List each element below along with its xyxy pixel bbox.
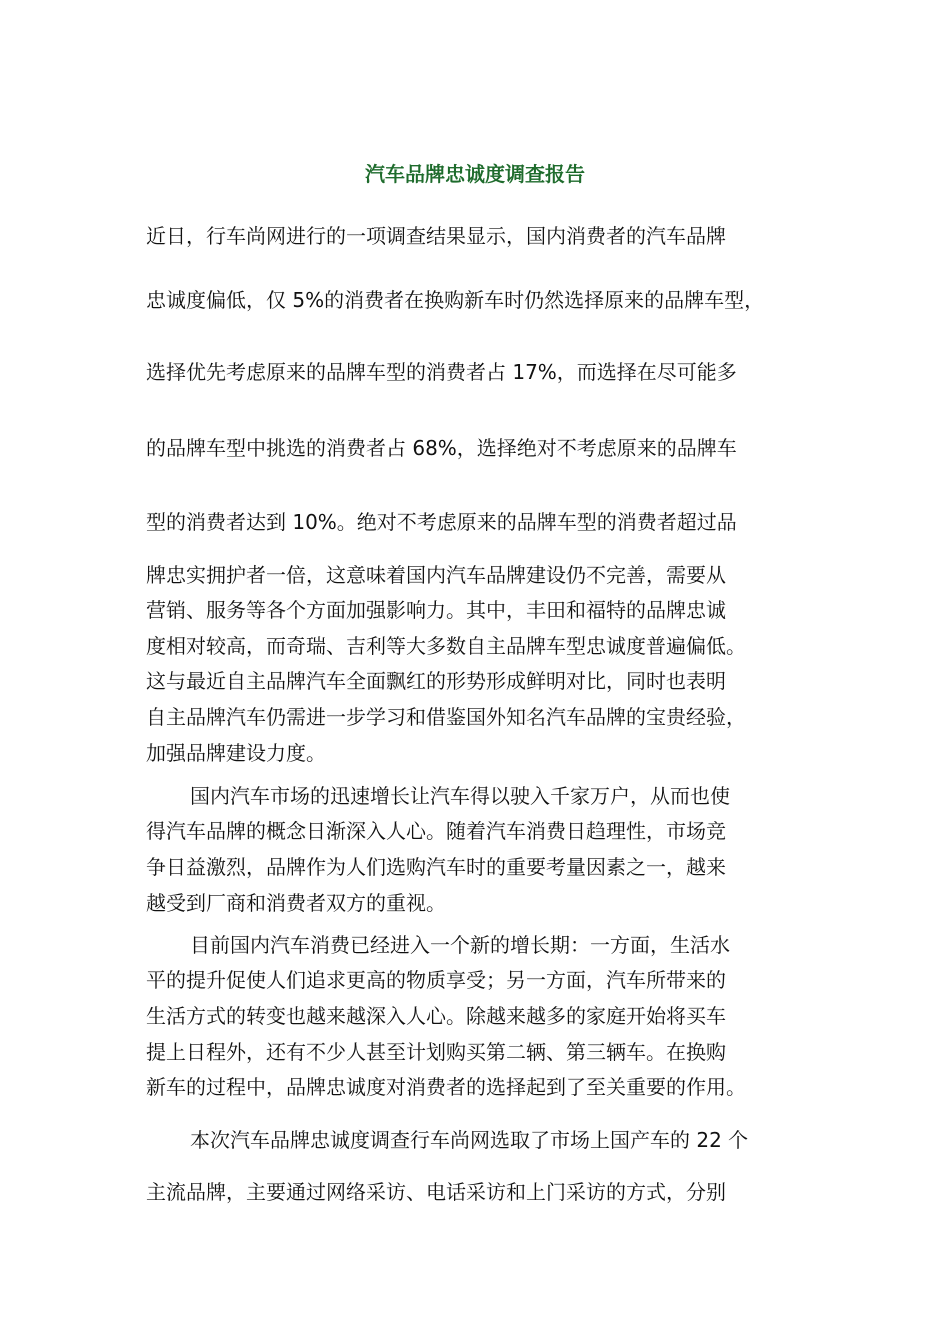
body-line: 这与最近自主品牌汽车全面飘红的形势形成鲜明对比，同时也表明 — [146, 669, 726, 693]
body-line: 型的消费者达到 10%。绝对不考虑原来的品牌车型的消费者超过品 — [146, 510, 737, 534]
body-line: 的品牌车型中挑选的消费者占 68%，选择绝对不考虑原来的品牌车 — [146, 436, 737, 460]
body-line: 选择优先考虑原来的品牌车型的消费者占 17%，而选择在尽可能多 — [146, 360, 737, 384]
body-line: 争日益激烈，品牌作为人们选购汽车时的重要考量因素之一，越来 — [146, 855, 726, 879]
body-line: 越受到厂商和消费者双方的重视。 — [146, 891, 446, 915]
body-line: 主流品牌，主要通过网络采访、电话采访和上门采访的方式，分别 — [146, 1180, 726, 1204]
body-line: 牌忠实拥护者一倍，这意味着国内汽车品牌建设仍不完善，需要从 — [146, 563, 726, 587]
body-line: 提上日程外，还有不少人甚至计划购买第二辆、第三辆车。在换购 — [146, 1040, 726, 1064]
body-line: 本次汽车品牌忠诚度调查行车尚网选取了市场上国产车的 22 个 — [190, 1128, 749, 1152]
body-line: 新车的过程中，品牌忠诚度对消费者的选择起到了至关重要的作用。 — [146, 1075, 746, 1099]
body-line: 自主品牌汽车仍需进一步学习和借鉴国外知名汽车品牌的宝贵经验， — [146, 705, 746, 729]
body-line: 度相对较高，而奇瑞、吉利等大多数自主品牌车型忠诚度普遍偏低。 — [146, 634, 746, 658]
body-line: 目前国内汽车消费已经进入一个新的增长期：一方面，生活水 — [190, 933, 730, 957]
document-title: 汽车品牌忠诚度调查报告 — [365, 162, 585, 186]
body-line: 国内汽车市场的迅速增长让汽车得以驶入千家万户，从而也使 — [190, 784, 730, 808]
body-line: 忠诚度偏低，仅 5%的消费者在换购新车时仍然选择原来的品牌车型， — [146, 288, 765, 312]
body-line: 营销、服务等各个方面加强影响力。其中，丰田和福特的品牌忠诚 — [146, 598, 726, 622]
body-line: 加强品牌建设力度。 — [146, 741, 326, 765]
body-line: 近日，行车尚网进行的一项调查结果显示，国内消费者的汽车品牌 — [146, 224, 726, 248]
body-line: 生活方式的转变也越来越深入人心。除越来越多的家庭开始将买车 — [146, 1004, 726, 1028]
body-line: 得汽车品牌的概念日渐深入人心。随着汽车消费日趋理性，市场竞 — [146, 819, 726, 843]
body-line: 平的提升促使人们追求更高的物质享受；另一方面，汽车所带来的 — [146, 968, 726, 992]
